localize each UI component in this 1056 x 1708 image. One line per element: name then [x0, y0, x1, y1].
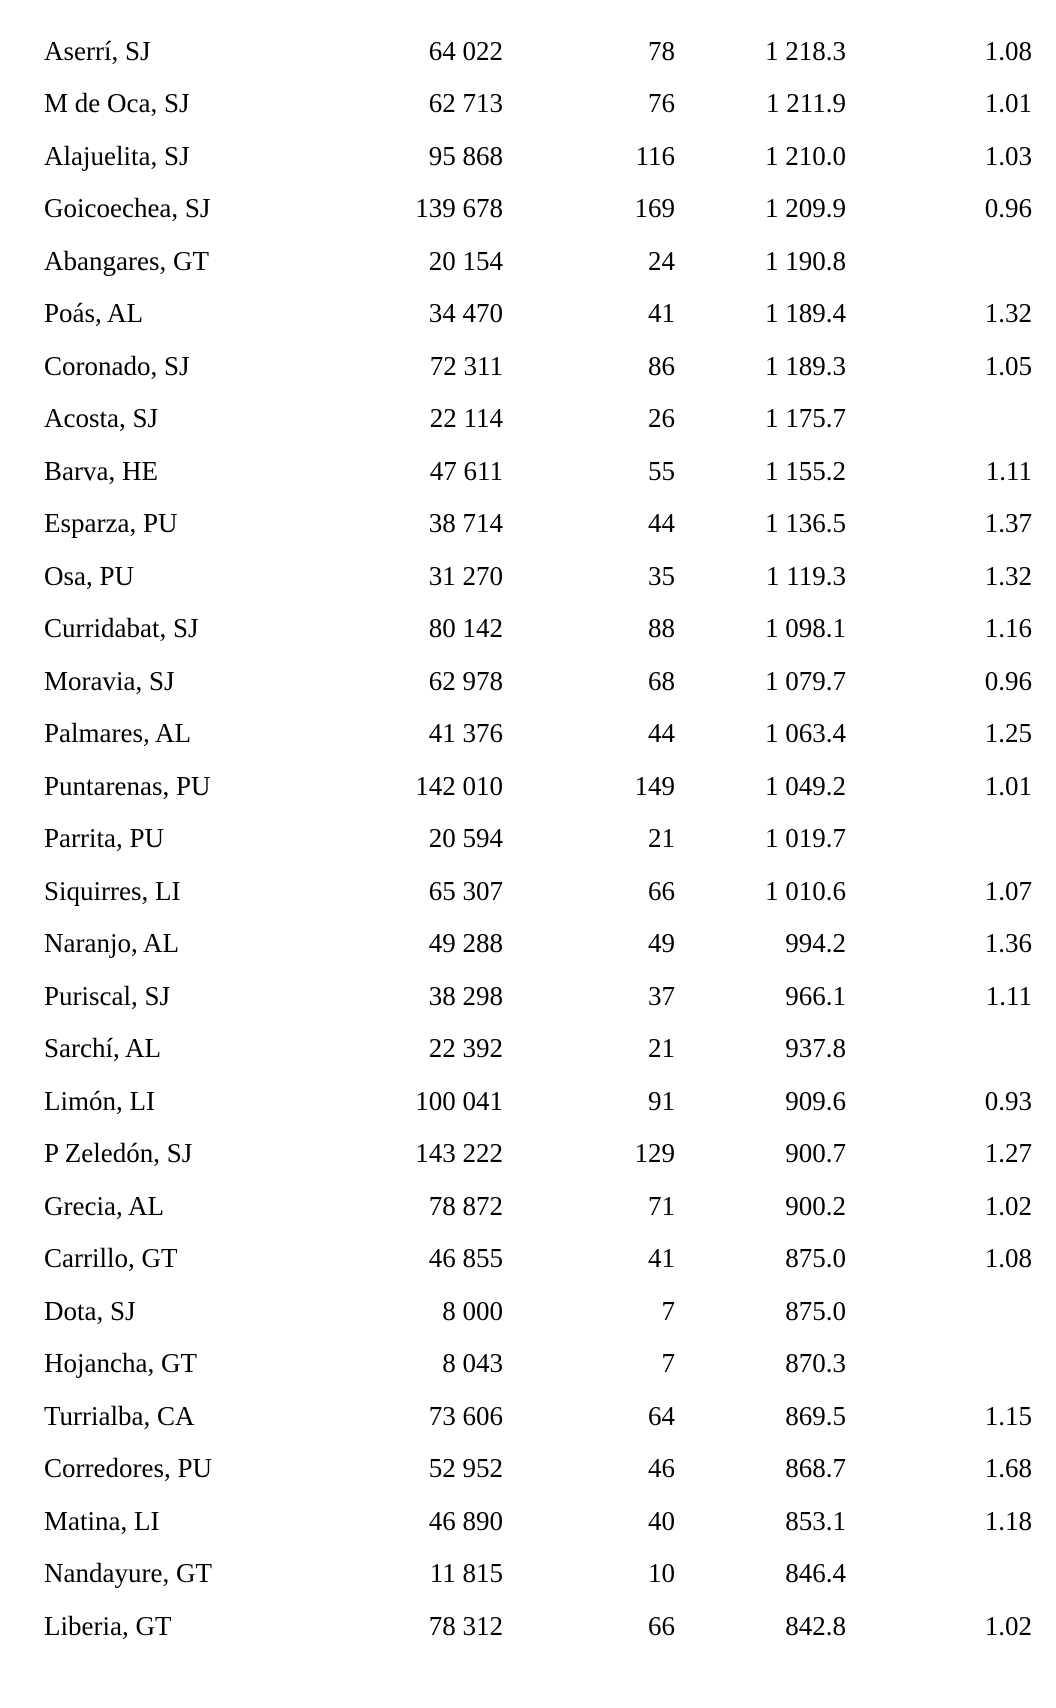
rate-cell: 994.2 — [785, 928, 846, 959]
canton-name-cell: Parrita, PU — [44, 823, 164, 854]
table-row — [0, 1285, 1056, 1338]
count-cell: 64 — [648, 1400, 675, 1431]
count-cell: 66 — [648, 1610, 675, 1641]
table-row — [0, 865, 1056, 918]
population-cell: 8 043 — [442, 1348, 503, 1379]
ratio-cell: 1.08 — [984, 35, 1032, 66]
table-row — [0, 1075, 1056, 1128]
table-row — [0, 78, 1056, 131]
rate-cell: 1 189.4 — [765, 298, 846, 329]
population-cell: 49 288 — [428, 928, 503, 959]
canton-name-cell: Coronado, SJ — [44, 350, 190, 381]
count-cell: 78 — [648, 35, 675, 66]
population-cell: 34 470 — [428, 298, 503, 329]
count-cell: 41 — [648, 298, 675, 329]
population-cell: 65 307 — [428, 875, 503, 906]
row-margin — [1032, 655, 1056, 708]
ratio-cell: 1.05 — [984, 350, 1032, 381]
canton-name-cell: Siquirres, LI — [44, 875, 181, 906]
canton-name-cell: Acosta, SJ — [44, 403, 158, 434]
rate-cell: 1 049.2 — [765, 770, 846, 801]
row-margin — [1032, 1390, 1056, 1443]
ratio-cell: 1.07 — [984, 875, 1032, 906]
canton-name-cell: Esparza, PU — [44, 508, 178, 539]
population-cell: 80 142 — [428, 613, 503, 644]
population-cell: 11 815 — [429, 1558, 503, 1589]
rate-cell: 1 098.1 — [765, 613, 846, 644]
count-cell: 116 — [635, 140, 675, 171]
population-cell: 78 312 — [428, 1610, 503, 1641]
rate-cell: 1 079.7 — [765, 665, 846, 696]
ratio-cell — [846, 1023, 1032, 1076]
canton-name-cell: Osa, PU — [44, 560, 135, 591]
population-cell: 143 222 — [415, 1138, 503, 1169]
count-cell: 76 — [648, 88, 675, 119]
row-margin — [1032, 78, 1056, 131]
count-cell: 21 — [648, 823, 675, 854]
ratio-cell: 0.96 — [984, 665, 1032, 696]
count-cell: 71 — [648, 1190, 675, 1221]
data-table — [0, 25, 1056, 1653]
ratio-cell: 1.25 — [984, 718, 1032, 749]
population-cell: 100 041 — [415, 1085, 503, 1116]
table-row — [0, 1390, 1056, 1443]
table-row — [0, 340, 1056, 393]
ratio-cell: 1.01 — [984, 770, 1032, 801]
population-cell: 20 154 — [428, 245, 503, 276]
population-cell: 62 978 — [428, 665, 503, 696]
count-cell: 49 — [648, 928, 675, 959]
rate-cell: 870.3 — [785, 1348, 846, 1379]
document-page — [0, 25, 1056, 1653]
rate-cell: 1 155.2 — [765, 455, 846, 486]
rate-cell: 1 210.0 — [765, 140, 846, 171]
ratio-cell — [846, 1338, 1032, 1391]
canton-name-cell: Turrialba, CA — [44, 1400, 195, 1431]
table-body — [0, 25, 1056, 1653]
population-cell: 46 855 — [428, 1243, 503, 1274]
rate-cell: 900.2 — [785, 1190, 846, 1221]
row-margin — [1032, 1285, 1056, 1338]
row-margin — [1032, 1338, 1056, 1391]
count-cell: 41 — [648, 1243, 675, 1274]
rate-cell: 875.0 — [785, 1295, 846, 1326]
population-cell: 38 714 — [428, 508, 503, 539]
table-row — [0, 918, 1056, 971]
row-margin — [1032, 235, 1056, 288]
ratio-cell: 1.03 — [984, 140, 1032, 171]
canton-name-cell: Alajuelita, SJ — [44, 140, 190, 171]
ratio-cell: 1.11 — [985, 980, 1032, 1011]
rate-cell: 842.8 — [785, 1610, 846, 1641]
rate-cell: 909.6 — [785, 1085, 846, 1116]
count-cell: 40 — [648, 1505, 675, 1536]
row-margin — [1032, 813, 1056, 866]
ratio-cell: 0.93 — [984, 1085, 1032, 1116]
table-row — [0, 445, 1056, 498]
table-row — [0, 813, 1056, 866]
row-margin — [1032, 25, 1056, 78]
ratio-cell: 1.16 — [984, 613, 1032, 644]
table-row — [0, 288, 1056, 341]
population-cell: 38 298 — [428, 980, 503, 1011]
population-cell: 72 311 — [429, 350, 503, 381]
count-cell: 86 — [648, 350, 675, 381]
rate-cell: 1 119.3 — [766, 560, 846, 591]
table-row — [0, 1128, 1056, 1181]
row-margin — [1032, 1180, 1056, 1233]
row-margin — [1032, 1443, 1056, 1496]
row-margin — [1032, 445, 1056, 498]
ratio-cell — [846, 813, 1032, 866]
canton-name-cell: Sarchí, AL — [44, 1033, 161, 1064]
ratio-cell: 1.02 — [984, 1190, 1032, 1221]
rate-cell: 1 010.6 — [765, 875, 846, 906]
ratio-cell: 0.96 — [984, 193, 1032, 224]
rate-cell: 1 218.3 — [765, 35, 846, 66]
rate-cell: 868.7 — [785, 1453, 846, 1484]
population-cell: 52 952 — [428, 1453, 503, 1484]
canton-name-cell: Carrillo, GT — [44, 1243, 178, 1274]
canton-name-cell: Barva, HE — [44, 455, 158, 486]
ratio-cell: 1.36 — [984, 928, 1032, 959]
row-margin — [1032, 1128, 1056, 1181]
canton-name-cell: Puriscal, SJ — [44, 980, 171, 1011]
ratio-cell: 1.27 — [984, 1138, 1032, 1169]
row-margin — [1032, 603, 1056, 656]
rate-cell: 1 211.9 — [766, 88, 846, 119]
row-margin — [1032, 708, 1056, 761]
canton-name-cell: Naranjo, AL — [44, 928, 179, 959]
row-margin — [1032, 918, 1056, 971]
population-cell: 73 606 — [428, 1400, 503, 1431]
rate-cell: 875.0 — [785, 1243, 846, 1274]
count-cell: 24 — [648, 245, 675, 276]
count-cell: 55 — [648, 455, 675, 486]
row-margin — [1032, 1233, 1056, 1286]
table-row — [0, 1023, 1056, 1076]
count-cell: 149 — [634, 770, 675, 801]
ratio-cell: 1.02 — [984, 1610, 1032, 1641]
row-margin — [1032, 1495, 1056, 1548]
population-cell: 62 713 — [428, 88, 503, 119]
table-row — [0, 760, 1056, 813]
table-row — [0, 1495, 1056, 1548]
canton-name-cell: Goicoechea, SJ — [44, 193, 211, 224]
count-cell: 7 — [661, 1295, 675, 1326]
rate-cell: 1 190.8 — [765, 245, 846, 276]
rate-cell: 1 175.7 — [765, 403, 846, 434]
ratio-cell: 1.37 — [984, 508, 1032, 539]
ratio-cell — [846, 1548, 1032, 1601]
row-margin — [1032, 865, 1056, 918]
rate-cell: 1 136.5 — [765, 508, 846, 539]
canton-name-cell: Grecia, AL — [44, 1190, 164, 1221]
canton-name-cell: Liberia, GT — [44, 1610, 172, 1641]
ratio-cell: 1.15 — [984, 1400, 1032, 1431]
canton-name-cell: M de Oca, SJ — [44, 88, 190, 119]
canton-name-cell: Dota, SJ — [44, 1295, 136, 1326]
table-row — [0, 1443, 1056, 1496]
rate-cell: 853.1 — [785, 1505, 846, 1536]
row-margin — [1032, 130, 1056, 183]
rate-cell: 966.1 — [785, 980, 846, 1011]
table-row — [0, 970, 1056, 1023]
canton-name-cell: Nandayure, GT — [44, 1558, 212, 1589]
count-cell: 88 — [648, 613, 675, 644]
canton-name-cell: Hojancha, GT — [44, 1348, 197, 1379]
population-cell: 139 678 — [415, 193, 503, 224]
ratio-cell — [846, 1285, 1032, 1338]
ratio-cell: 1.18 — [984, 1505, 1032, 1536]
count-cell: 7 — [661, 1348, 675, 1379]
table-row — [0, 603, 1056, 656]
count-cell: 44 — [648, 718, 675, 749]
row-margin — [1032, 1548, 1056, 1601]
table-row — [0, 1338, 1056, 1391]
canton-name-cell: Poás, AL — [44, 298, 144, 329]
row-margin — [1032, 393, 1056, 446]
count-cell: 37 — [648, 980, 675, 1011]
canton-name-cell: Limón, LI — [44, 1085, 155, 1116]
population-cell: 8 000 — [442, 1295, 503, 1326]
population-cell: 64 022 — [428, 35, 503, 66]
count-cell: 10 — [648, 1558, 675, 1589]
count-cell: 91 — [648, 1085, 675, 1116]
rate-cell: 1 189.3 — [765, 350, 846, 381]
count-cell: 35 — [648, 560, 675, 591]
ratio-cell: 1.01 — [984, 88, 1032, 119]
row-margin — [1032, 970, 1056, 1023]
ratio-cell: 1.08 — [984, 1243, 1032, 1274]
row-margin — [1032, 760, 1056, 813]
population-cell: 47 611 — [429, 455, 503, 486]
rate-cell: 846.4 — [785, 1558, 846, 1589]
canton-name-cell: Puntarenas, PU — [44, 770, 211, 801]
count-cell: 26 — [648, 403, 675, 434]
canton-name-cell: Corredores, PU — [44, 1453, 212, 1484]
count-cell: 21 — [648, 1033, 675, 1064]
rate-cell: 1 019.7 — [765, 823, 846, 854]
population-cell: 41 376 — [428, 718, 503, 749]
canton-name-cell: Aserrí, SJ — [44, 35, 151, 66]
table-row — [0, 655, 1056, 708]
rate-cell: 1 209.9 — [765, 193, 846, 224]
row-margin — [1032, 550, 1056, 603]
population-cell: 78 872 — [428, 1190, 503, 1221]
count-cell: 44 — [648, 508, 675, 539]
ratio-cell: 1.11 — [985, 455, 1032, 486]
row-margin — [1032, 340, 1056, 393]
count-cell: 66 — [648, 875, 675, 906]
canton-name-cell: Moravia, SJ — [44, 665, 175, 696]
ratio-cell — [846, 393, 1032, 446]
ratio-cell — [846, 235, 1032, 288]
rate-cell: 1 063.4 — [765, 718, 846, 749]
table-row — [0, 235, 1056, 288]
table-row — [0, 1233, 1056, 1286]
table-row — [0, 25, 1056, 78]
row-margin — [1032, 1023, 1056, 1076]
table-row — [0, 130, 1056, 183]
count-cell: 129 — [634, 1138, 675, 1169]
table-row — [0, 183, 1056, 236]
table-row — [0, 708, 1056, 761]
population-cell: 31 270 — [428, 560, 503, 591]
canton-name-cell: Abangares, GT — [44, 245, 209, 276]
count-cell: 68 — [648, 665, 675, 696]
row-margin — [1032, 498, 1056, 551]
canton-name-cell: P Zeledón, SJ — [44, 1138, 193, 1169]
table-row — [0, 1600, 1056, 1653]
ratio-cell: 1.32 — [984, 560, 1032, 591]
table-row — [0, 1548, 1056, 1601]
population-cell: 20 594 — [428, 823, 503, 854]
population-cell: 22 392 — [428, 1033, 503, 1064]
table-row — [0, 1180, 1056, 1233]
rate-cell: 869.5 — [785, 1400, 846, 1431]
canton-name-cell: Curridabat, SJ — [44, 613, 199, 644]
rate-cell: 900.7 — [785, 1138, 846, 1169]
ratio-cell: 1.68 — [984, 1453, 1032, 1484]
row-margin — [1032, 183, 1056, 236]
canton-name-cell: Palmares, AL — [44, 718, 191, 749]
row-margin — [1032, 1600, 1056, 1653]
population-cell: 142 010 — [415, 770, 503, 801]
population-cell: 46 890 — [428, 1505, 503, 1536]
table-row — [0, 498, 1056, 551]
table-row — [0, 393, 1056, 446]
row-margin — [1032, 288, 1056, 341]
population-cell: 95 868 — [428, 140, 503, 171]
population-cell: 22 114 — [429, 403, 503, 434]
table-row — [0, 550, 1056, 603]
canton-name-cell: Matina, LI — [44, 1505, 160, 1536]
ratio-cell: 1.32 — [984, 298, 1032, 329]
rate-cell: 937.8 — [785, 1033, 846, 1064]
count-cell: 169 — [634, 193, 675, 224]
count-cell: 46 — [648, 1453, 675, 1484]
row-margin — [1032, 1075, 1056, 1128]
